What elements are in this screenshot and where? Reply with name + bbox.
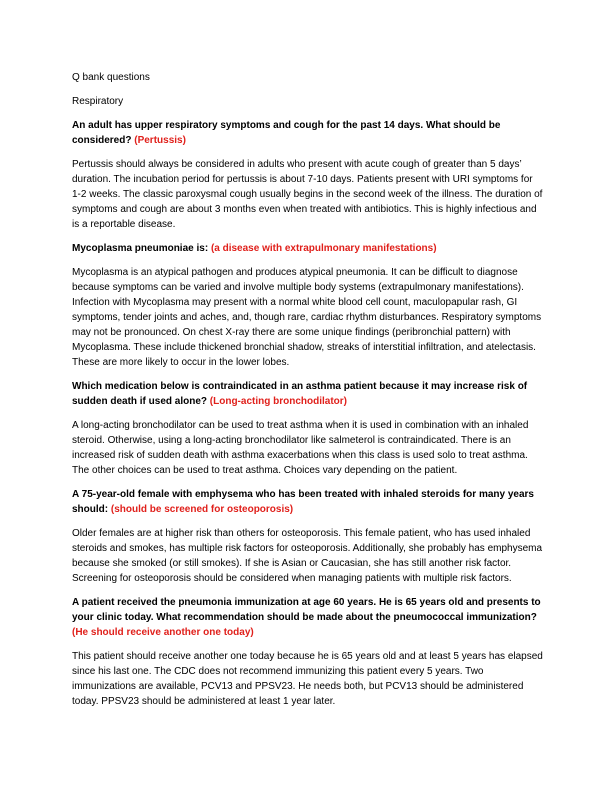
answer-text: (Long-acting bronchodilator)	[209, 396, 347, 407]
explanation-5: This patient should receive another one today because he is 65 years old and at least 5 years has elapsed since his last one. The CDC does not recommend immunizing this patient every 5 years. Two immunizations are available, PCV13 and PPSV23. He needs both, but PCV13 should be administered today. PPSV23 should be administered at least 1 year later.	[72, 651, 543, 707]
explanation-2: Mycoplasma is an atypical pathogen and produces atypical pneumonia. It can be difficult to diagnose because symptoms can be varied and involve multiple body systems (extrapulmonary manifestations). Infection with Mycoplasma may present with a normal white blood cell count, maculopapular rash, GI symptoms, tender joints and aches, and, though rare, cardiac rhythm disturbances. Respiratory symptoms may not be pronounced. On chest X-ray there are some unique findings (peribronchial pattern) with Mycoplasma. These include thickened bronchial shadow, streaks of interstitial infiltration, and atelectasis. These are more likely to occur in the lower lobes.	[72, 267, 542, 368]
document-title: Q bank questions	[72, 72, 150, 83]
explanation-4: Older females are at higher risk than others for osteoporosis. This female patient, who has used inhaled steroids and smokes, has multiple risk factors for osteoporosis. Additionally, she probably has emphysema because she smoked (or still smokes). If she is Asian or Caucasian, she has still another risk factor. Screening for osteoporosis should be considered when managing patients with multiple risk factors.	[72, 528, 543, 584]
question-text: A patient received the pneumonia immunization at age 60 years. He is 65 years old and presents to your clinic today. What recommendation should be made about the pneumococcal immunization?	[72, 597, 541, 623]
answer-text: (He should receive another one today)	[72, 627, 254, 638]
question-text: A 75-year-old female with emphysema who has been treated with inhaled steroids for many years should:	[72, 489, 534, 515]
question-2	[72, 241, 544, 256]
document-page	[72, 70, 544, 718]
question-text: Mycoplasma pneumoniae is:	[72, 243, 209, 254]
answer-text: (a disease with extrapulmonary manifestations)	[210, 243, 437, 254]
explanation-1: Pertussis should always be considered in adults who present with acute cough of greater than 5 days’ duration. The incubation period for pertussis is about 7-10 days. Patients present with URI symptoms for 1-2 weeks. The classic paroxysmal cough usually begins in the second week of the illness. The duration of symptoms and cough are about 3 months even when treated with antibiotics. This is highly infectious and is a reportable disease.	[72, 159, 543, 230]
question-5	[72, 595, 544, 640]
question-text: Which medication below is contraindicated in an asthma patient because it may increase risk of sudden death if used alone?	[72, 381, 528, 407]
question-text: An adult has upper respiratory symptoms and cough for the past 14 days. What should be considered?	[72, 120, 501, 146]
answer-text: (Pertussis)	[134, 135, 186, 146]
answer-text: (should be screened for osteoporosis)	[110, 504, 294, 515]
question-4	[72, 487, 544, 517]
question-3	[72, 379, 544, 409]
question-1	[72, 118, 544, 148]
section-heading: Respiratory	[72, 96, 124, 107]
explanation-3: A long-acting bronchodilator can be used to treat asthma when it is used in combination with an inhaled steroid. Otherwise, using a long-acting bronchodilator like salmeterol is contraindicated. There is an increased risk of sudden death with asthma exacerbations when this class is used solo to treat asthma. The other choices can be used to treat asthma. Choices vary depending on the patient.	[72, 420, 529, 476]
